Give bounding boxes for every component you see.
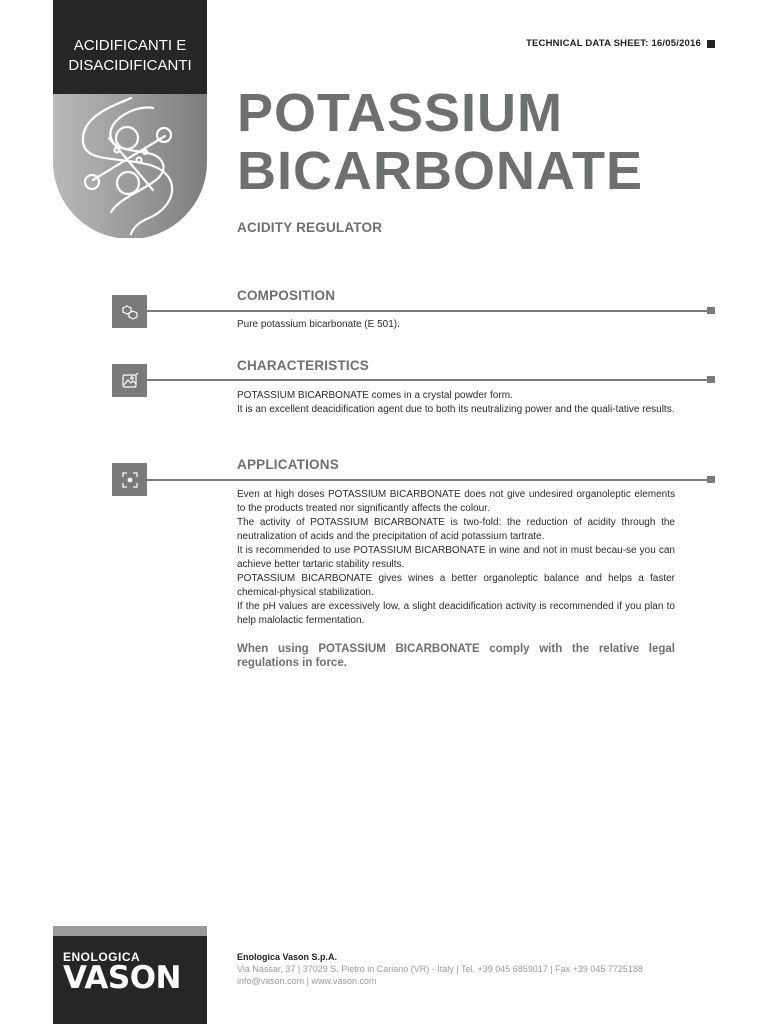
applications-divider (147, 479, 707, 481)
applications-body (237, 488, 675, 628)
logo-top-text: ENOLOGICA (63, 950, 141, 964)
company-logo (53, 936, 207, 1024)
footer-contact (237, 951, 643, 987)
legal-note: When using POTASSIUM BICARBONATE comply with the relative legal regulations in force. (237, 643, 675, 669)
applications-text-1: Even at high doses POTASSIUM BICARBONATE does not give undesired organoleptic elements to the products treated nor significantly affects the colour. (237, 489, 675, 514)
composition-body (237, 318, 675, 332)
molecule-icon (112, 295, 147, 328)
product-title (237, 84, 643, 200)
applications-divider-end (707, 476, 715, 483)
characteristics-divider-end (707, 376, 715, 383)
category-line-2: DISACIDIFICANTI (68, 57, 192, 74)
footer-accent-bar (53, 926, 207, 936)
characteristics-body (237, 389, 675, 417)
focus-target-icon (112, 463, 147, 496)
company-address: Via Nassar, 37 | 37029 S. Pietro in Cariano (VR) - Italy | Tel. +39 045 6859017 | Fax +39 045 7725188 (237, 964, 643, 974)
company-name: Enologica Vason S.p.A. (237, 952, 338, 962)
composition-title: COMPOSITION (237, 288, 336, 303)
applications-text-4: POTASSIUM BICARBONATE gives wines a better organoleptic balance and helps a faster chemical-physical stabilization. (237, 573, 675, 598)
characteristics-title: CHARACTERISTICS (237, 358, 370, 373)
crystal-image-icon (112, 364, 147, 397)
composition-divider (147, 310, 707, 312)
composition-divider-end (707, 307, 715, 314)
characteristics-text-1: POTASSIUM BICARBONATE comes in a crystal powder form. (237, 390, 513, 401)
applications-text-3: It is recommended to use POTASSIUM BICARBONATE in wine and not in must becau-se you can achieve better tartaric stability results. (237, 545, 675, 570)
shield-emblem-icon (53, 94, 207, 238)
category-badge (53, 0, 207, 94)
applications-title: APPLICATIONS (237, 457, 339, 472)
logo-main-text: VASON (63, 960, 182, 996)
product-title-line-2: BICARBONATE (237, 141, 643, 201)
square-bullet-icon (707, 40, 715, 48)
product-title-line-1: POTASSIUM (237, 83, 564, 143)
company-contacts: info@vason.com | www.vason.com (237, 976, 377, 986)
applications-text-2: The activity of POTASSIUM BICARBONATE is two-fold: the reduction of acidity through the neutralization of acids and the precipitation of acid potassium tartrate. (237, 517, 675, 542)
characteristics-divider (147, 379, 707, 381)
technical-data-sheet-date: TECHNICAL DATA SHEET: 16/05/2016 (526, 38, 715, 49)
category-line-1: ACIDIFICANTI E (73, 37, 187, 54)
composition-text: Pure potassium bicarbonate (E 501). (237, 319, 400, 330)
applications-text-5: If the pH values are excessively low, a slight deacidification activity is recommended if you plan to help malolactic fermentation. (237, 601, 675, 626)
characteristics-text-2: It is an excellent deacidification agent due to both its neutralizing power and the quali-tative results. (237, 404, 675, 415)
product-subtitle: ACIDITY REGULATOR (237, 220, 383, 235)
